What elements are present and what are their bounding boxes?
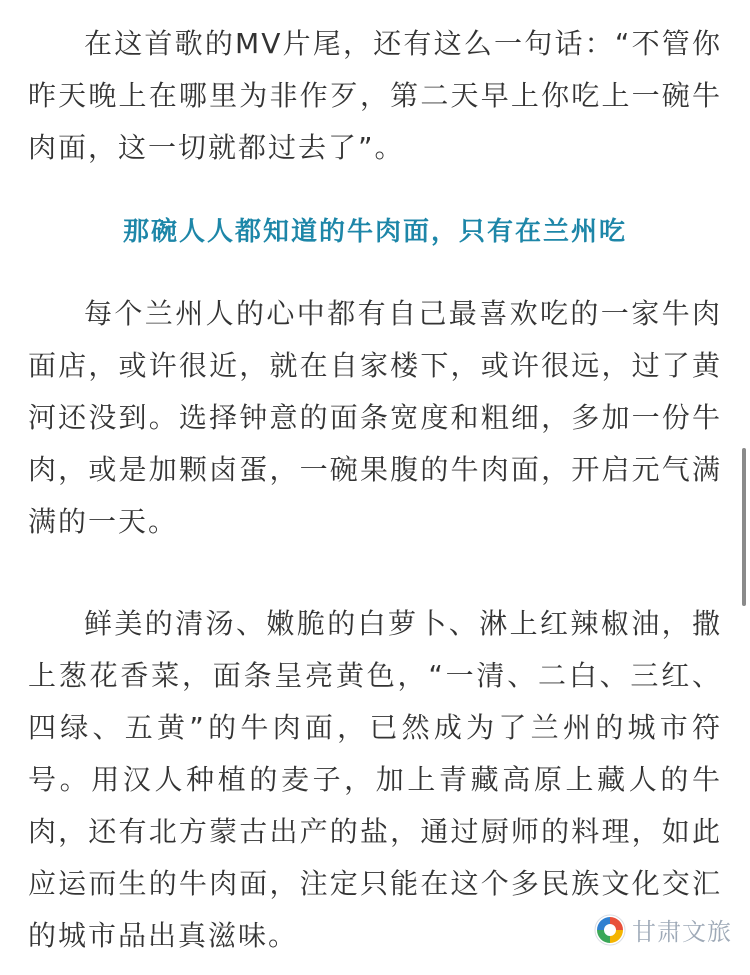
article-body (28, 18, 722, 962)
section-heading: 那碗人人都知道的牛肉面，只有在兰州吃 (122, 217, 627, 247)
paragraph-3: 鲜美的清汤、嫩脆的白萝卜、淋上红辣椒油，撒上葱花香菜，面条呈亮黄色，“一清、二白、三红、四绿、五黄”的牛肉面，已然成为了兰州的城市符号。用汉人种植的麦子，加上青藏高原上藏人的牛肉，还有北方蒙古出产的盐，通过厨师的料理，如此应运而生的牛肉面，注定只能在这个多民族文化交汇的城市品出真滋味。 (28, 607, 722, 952)
gansu-wenlv-logo-icon (594, 914, 626, 946)
scrollbar-thumb[interactable] (742, 448, 746, 606)
paragraph-2: 每个兰州人的心中都有自己最喜欢吃的一家牛肉面店，或许很近，就在自家楼下，或许很远，过了黄河还没到。选择钟意的面条宽度和粗细，多加一份牛肉，或是加颗卤蛋，一碗果腹的牛肉面，开启元气满满的一天。 (28, 297, 722, 538)
paragraph-1: 在这首歌的MV片尾，还有这么一句话：“不管你昨天晚上在哪里为非作歹，第二天早上你吃上一碗牛肉面，这一切就都过去了”。 (28, 27, 722, 164)
watermark-text: 甘肃文旅 (632, 918, 732, 946)
watermark (594, 912, 732, 947)
